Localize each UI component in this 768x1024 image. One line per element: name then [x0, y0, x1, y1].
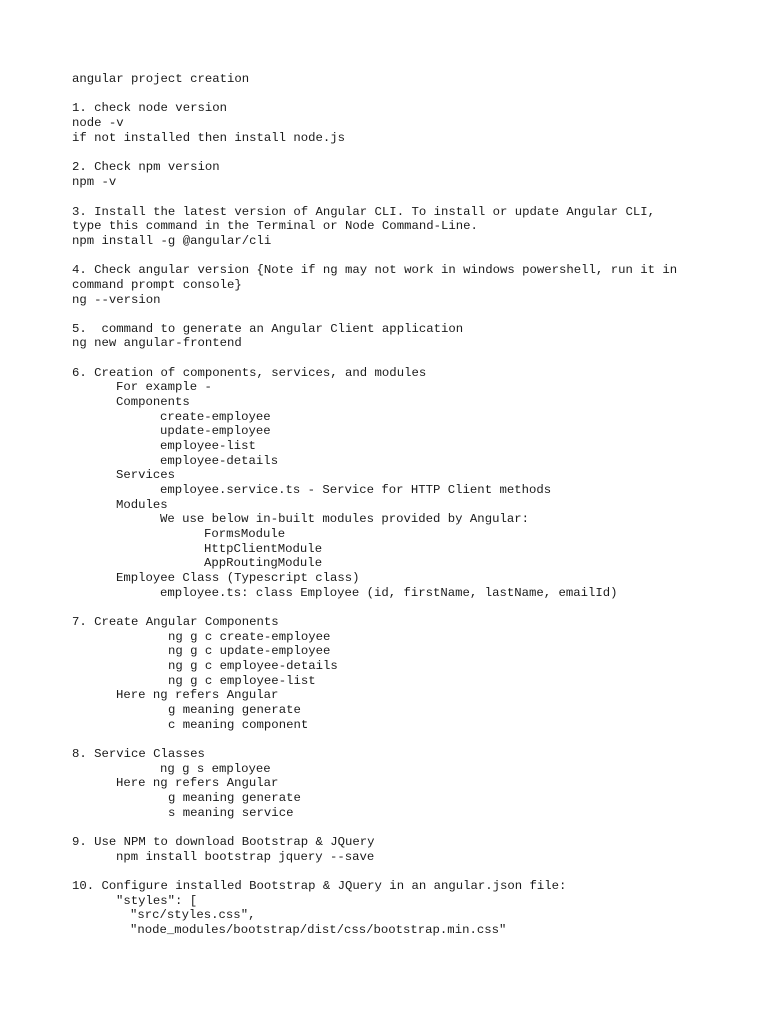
- section-line: ng g c employee-details: [168, 659, 338, 673]
- document-title: angular project creation: [72, 72, 250, 86]
- section-line: AppRoutingModule: [204, 556, 323, 570]
- section-line: For example -: [116, 380, 212, 394]
- section-line: s meaning service: [168, 806, 294, 820]
- section-line: HttpClientModule: [204, 542, 323, 556]
- section-line: Components: [116, 395, 190, 409]
- section-line: employee.ts: class Employee (id, firstName, lastName, emailId): [160, 586, 618, 600]
- section-line: command prompt console}: [72, 278, 242, 292]
- section-line: npm install bootstrap jquery --save: [116, 850, 375, 864]
- section-heading: 7. Create Angular Components: [72, 615, 279, 629]
- section-line: Here ng refers Angular: [116, 688, 279, 702]
- section-line: Services: [116, 468, 176, 482]
- section-line: npm install -g @angular/cli: [72, 234, 272, 248]
- section-line: node -v: [72, 116, 124, 130]
- section-line: Here ng refers Angular: [116, 776, 279, 790]
- section-heading: 6. Creation of components, services, and modules: [72, 366, 427, 380]
- section-heading: 9. Use NPM to download Bootstrap & JQuery: [72, 835, 375, 849]
- section-line: ng g s employee: [160, 762, 271, 776]
- section-heading: 8. Service Classes: [72, 747, 205, 761]
- section-line: ng --version: [72, 293, 161, 307]
- section-line: ng g c update-employee: [168, 644, 331, 658]
- section-line: ng new angular-frontend: [72, 336, 242, 350]
- section-line: type this command in the Terminal or Node Command-Line.: [72, 219, 478, 233]
- section-line: "src/styles.css",: [130, 908, 256, 922]
- section-line: employee.service.ts - Service for HTTP Client methods: [160, 483, 552, 497]
- section-line: update-employee: [160, 424, 271, 438]
- section-line: FormsModule: [204, 527, 286, 541]
- section-line: Employee Class (Typescript class): [116, 571, 360, 585]
- section-heading: 1. check node version: [72, 101, 227, 115]
- section-line: "styles": [: [116, 894, 198, 908]
- section-line: We use below in-built modules provided by Angular:: [160, 512, 529, 526]
- section-line: employee-list: [160, 439, 256, 453]
- section-line: employee-details: [160, 454, 279, 468]
- section-heading: 5. command to generate an Angular Client application: [72, 322, 464, 336]
- section-line: g meaning generate: [168, 703, 301, 717]
- section-line: npm -v: [72, 175, 117, 189]
- section-heading: 4. Check angular version {Note if ng may not work in windows powershell, run it in: [72, 263, 678, 277]
- section-line: ng g c create-employee: [168, 630, 331, 644]
- section-heading: 10. Configure installed Bootstrap & JQuery in an angular.json file:: [72, 879, 567, 893]
- section-heading: 3. Install the latest version of Angular CLI. To install or update Angular CLI,: [72, 205, 655, 219]
- section-line: c meaning component: [168, 718, 309, 732]
- section-line: g meaning generate: [168, 791, 301, 805]
- section-line: Modules: [116, 498, 168, 512]
- section-heading: 2. Check npm version: [72, 160, 220, 174]
- section-line: "node_modules/bootstrap/dist/css/bootstrap.min.css": [130, 923, 507, 937]
- section-line: ng g c employee-list: [168, 674, 316, 688]
- section-line: if not installed then install node.js: [72, 131, 346, 145]
- section-line: create-employee: [160, 410, 271, 424]
